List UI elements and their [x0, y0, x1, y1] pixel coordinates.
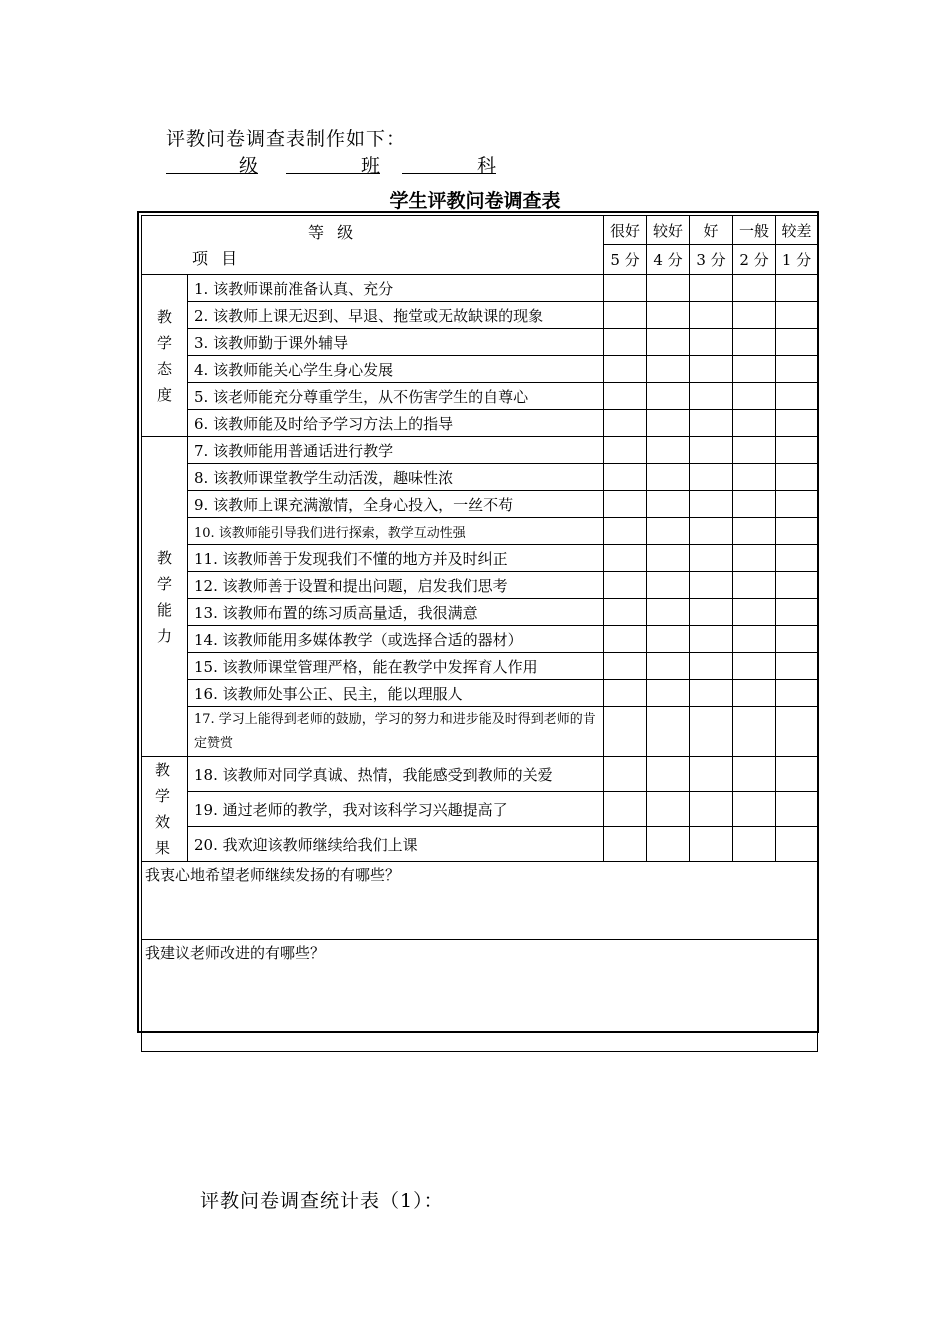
item-text: 6. 该教师能及时给予学习方法上的指导: [188, 410, 604, 437]
rating-cell[interactable]: [647, 275, 690, 302]
rating-cell[interactable]: [647, 491, 690, 518]
rating-cell[interactable]: [733, 572, 776, 599]
rating-cell[interactable]: [604, 599, 647, 626]
item-text: 13. 该教师布置的练习质高量适，我很满意: [188, 599, 604, 626]
rating-cell[interactable]: [647, 518, 690, 545]
item-text: 1. 该教师课前准备认真、充分: [188, 275, 604, 302]
rating-cell[interactable]: [647, 792, 690, 827]
rating-cell[interactable]: [733, 410, 776, 437]
class-label: 班: [360, 155, 380, 177]
section-label-text: 教学能力: [157, 548, 173, 645]
open-question-text: 我建议老师改进的有哪些？: [145, 944, 326, 962]
rating-cell[interactable]: [733, 599, 776, 626]
table-row: [142, 410, 818, 437]
item-text: 16. 该教师处事公正、民主，能以理服人: [188, 680, 604, 707]
survey-title: 学生评教问卷调查表: [389, 190, 561, 212]
table-row: [142, 383, 818, 410]
points-4: 4 分: [647, 245, 690, 275]
rating-cell[interactable]: [776, 792, 818, 827]
table-row: [142, 302, 818, 329]
rating-cell[interactable]: [776, 491, 818, 518]
header-diagonal-cell: [142, 216, 604, 275]
class-blank[interactable]: [286, 151, 380, 177]
rating-cell[interactable]: [690, 572, 733, 599]
rating-cell[interactable]: [604, 302, 647, 329]
rating-cell[interactable]: [604, 383, 647, 410]
points-2: 2 分: [733, 245, 776, 275]
grade-very-good: 很好: [604, 216, 647, 245]
rating-cell[interactable]: [690, 680, 733, 707]
rating-cell[interactable]: [647, 653, 690, 680]
section-label-text: 教学效果: [154, 761, 174, 857]
rating-cell[interactable]: [604, 545, 647, 572]
points-5: 5 分: [604, 245, 647, 275]
stats-table-caption: 评教问卷调查统计表（1）：: [200, 1190, 444, 1212]
rating-cell[interactable]: [733, 464, 776, 491]
item-text: 19. 通过老师的教学，我对该科学习兴趣提高了: [188, 792, 604, 827]
item-text: 15. 该教师课堂管理严格，能在教学中发挥育人作用: [188, 653, 604, 680]
grade-label: 级: [238, 155, 258, 177]
rating-cell[interactable]: [647, 599, 690, 626]
rating-cell[interactable]: [690, 329, 733, 356]
rating-cell[interactable]: [776, 356, 818, 383]
rating-cell[interactable]: [776, 653, 818, 680]
rating-cell[interactable]: [776, 707, 818, 757]
open-question-cell[interactable]: [142, 862, 818, 940]
table-row: [142, 491, 818, 518]
rating-cell[interactable]: [733, 329, 776, 356]
table-row: [142, 707, 818, 757]
rating-cell[interactable]: [776, 599, 818, 626]
points-3: 3 分: [690, 245, 733, 275]
rating-cell[interactable]: [733, 680, 776, 707]
rating-cell[interactable]: [690, 464, 733, 491]
item-text: 20. 我欢迎该教师继续给我们上课: [188, 827, 604, 862]
rating-cell[interactable]: [733, 491, 776, 518]
open-question-text: 我衷心地希望老师继续发扬的有哪些？: [145, 866, 401, 884]
item-text: 18. 该教师对同学真诚、热情，我能感受到教师的关爱: [188, 757, 604, 792]
section-label-text: 教学态度: [157, 307, 173, 404]
rating-cell[interactable]: [604, 518, 647, 545]
table-row: [142, 275, 818, 302]
item-text: 7. 该教师能用普通话进行教学: [188, 437, 604, 464]
rating-cell[interactable]: [604, 491, 647, 518]
rating-cell[interactable]: [604, 757, 647, 792]
rating-cell[interactable]: [733, 302, 776, 329]
item-text: 12. 该教师善于设置和提出问题，启发我们思考: [188, 572, 604, 599]
grade-poor: 较差: [776, 216, 818, 245]
table-row: [142, 599, 818, 626]
rating-cell[interactable]: [776, 680, 818, 707]
grade-good: 好: [690, 216, 733, 245]
rating-cell[interactable]: [733, 383, 776, 410]
rating-cell[interactable]: [647, 545, 690, 572]
rating-cell[interactable]: [733, 275, 776, 302]
rating-cell[interactable]: [776, 518, 818, 545]
rating-cell[interactable]: [776, 437, 818, 464]
table-row: [142, 680, 818, 707]
item-text: 14. 该教师能用多媒体教学（或选择合适的器材）: [188, 626, 604, 653]
table-row: [142, 437, 818, 464]
rating-cell[interactable]: [776, 757, 818, 792]
rating-cell[interactable]: [690, 275, 733, 302]
rating-cell[interactable]: [647, 572, 690, 599]
rating-cell[interactable]: [776, 572, 818, 599]
rating-cell[interactable]: [733, 757, 776, 792]
item-text: 3. 该教师勤于课外辅导: [188, 329, 604, 356]
rating-cell[interactable]: [647, 329, 690, 356]
rating-cell[interactable]: [776, 464, 818, 491]
table-row: [142, 757, 818, 792]
rating-cell[interactable]: [733, 545, 776, 572]
item-label: 项 目: [192, 249, 242, 268]
rating-cell[interactable]: [690, 653, 733, 680]
item-text: 5. 该老师能充分尊重学生，从不伤害学生的自尊心: [188, 383, 604, 410]
rating-cell[interactable]: [604, 792, 647, 827]
rating-cell[interactable]: [647, 356, 690, 383]
item-text: 17. 学习上能得到老师的鼓励，学习的努力和进步能及时得到老师的肯定赞赏: [188, 707, 604, 757]
table-row: [142, 653, 818, 680]
grade-average: 一般: [733, 216, 776, 245]
item-text: 4. 该教师能关心学生身心发展: [188, 356, 604, 383]
rating-cell[interactable]: [647, 410, 690, 437]
grade-blank[interactable]: [166, 151, 258, 177]
table-row: [142, 792, 818, 827]
table-row: [142, 329, 818, 356]
rating-cell[interactable]: [647, 302, 690, 329]
rating-cell[interactable]: [647, 383, 690, 410]
question-row: [142, 940, 818, 1052]
table-row: [142, 626, 818, 653]
rating-cell[interactable]: [690, 599, 733, 626]
points-1: 1 分: [776, 245, 818, 275]
rating-cell[interactable]: [647, 827, 690, 862]
rating-cell[interactable]: [733, 707, 776, 757]
rating-cell[interactable]: [690, 757, 733, 792]
subject-blank[interactable]: [402, 151, 496, 177]
rating-cell[interactable]: [604, 626, 647, 653]
table-row: [142, 356, 818, 383]
rating-cell[interactable]: [733, 653, 776, 680]
rating-cell[interactable]: [647, 757, 690, 792]
rating-cell[interactable]: [604, 680, 647, 707]
table-row: [142, 545, 818, 572]
rating-cell[interactable]: [733, 827, 776, 862]
table-row: [142, 572, 818, 599]
rating-cell[interactable]: [776, 626, 818, 653]
section-label: [142, 437, 188, 757]
rating-cell[interactable]: [733, 437, 776, 464]
item-text: 11. 该教师善于发现我们不懂的地方并及时纠正: [188, 545, 604, 572]
rating-cell[interactable]: [690, 356, 733, 383]
rating-cell[interactable]: [733, 356, 776, 383]
rating-cell[interactable]: [604, 356, 647, 383]
rating-cell[interactable]: [690, 545, 733, 572]
table-row: [142, 827, 818, 862]
item-text: 9. 该教师上课充满激情，全身心投入，一丝不苟: [188, 491, 604, 518]
rating-cell[interactable]: [776, 410, 818, 437]
table-row: [142, 518, 818, 545]
section-label: [142, 757, 188, 862]
rating-cell[interactable]: [776, 302, 818, 329]
rating-cell[interactable]: [690, 707, 733, 757]
rating-cell[interactable]: [776, 383, 818, 410]
section-label: [142, 275, 188, 437]
rating-cell[interactable]: [604, 653, 647, 680]
rating-cell[interactable]: [733, 792, 776, 827]
rating-cell[interactable]: [690, 491, 733, 518]
rating-cell[interactable]: [690, 383, 733, 410]
rating-cell[interactable]: [776, 545, 818, 572]
rating-cell[interactable]: [604, 437, 647, 464]
rating-cell[interactable]: [647, 464, 690, 491]
open-question-cell[interactable]: [142, 940, 818, 1052]
rating-cell[interactable]: [647, 707, 690, 757]
rating-cell[interactable]: [733, 626, 776, 653]
table-row: [142, 464, 818, 491]
rating-cell[interactable]: [604, 572, 647, 599]
rating-cell[interactable]: [690, 792, 733, 827]
rating-cell[interactable]: [647, 680, 690, 707]
rating-cell[interactable]: [604, 827, 647, 862]
survey-table: [141, 215, 818, 1052]
rating-cell[interactable]: [776, 827, 818, 862]
question-row: [142, 862, 818, 940]
rating-cell[interactable]: [647, 626, 690, 653]
rating-cell[interactable]: [690, 827, 733, 862]
rating-cell[interactable]: [647, 437, 690, 464]
rating-cell[interactable]: [604, 707, 647, 757]
intro-text: 评教问卷调查表制作如下：: [166, 128, 407, 150]
grade-good-plus: 较好: [647, 216, 690, 245]
rating-cell[interactable]: [604, 410, 647, 437]
rating-cell[interactable]: [604, 464, 647, 491]
item-text: 2. 该教师上课无迟到、早退、拖堂或无故缺课的现象: [188, 302, 604, 329]
rating-cell[interactable]: [690, 518, 733, 545]
rating-cell[interactable]: [733, 518, 776, 545]
item-text: 10. 该教师能引导我们进行探索，教学互动性强: [188, 518, 604, 545]
rating-cell[interactable]: [690, 302, 733, 329]
rating-cell[interactable]: [776, 275, 818, 302]
class-info-blanks: [166, 151, 506, 175]
rating-cell[interactable]: [690, 626, 733, 653]
rating-cell[interactable]: [776, 329, 818, 356]
rating-cell[interactable]: [690, 410, 733, 437]
rating-cell[interactable]: [690, 437, 733, 464]
subject-label: 科: [476, 155, 496, 177]
level-label: 等 级: [308, 223, 358, 242]
item-text: 8. 该教师课堂教学生动活泼，趣味性浓: [188, 464, 604, 491]
rating-cell[interactable]: [604, 275, 647, 302]
rating-cell[interactable]: [604, 329, 647, 356]
